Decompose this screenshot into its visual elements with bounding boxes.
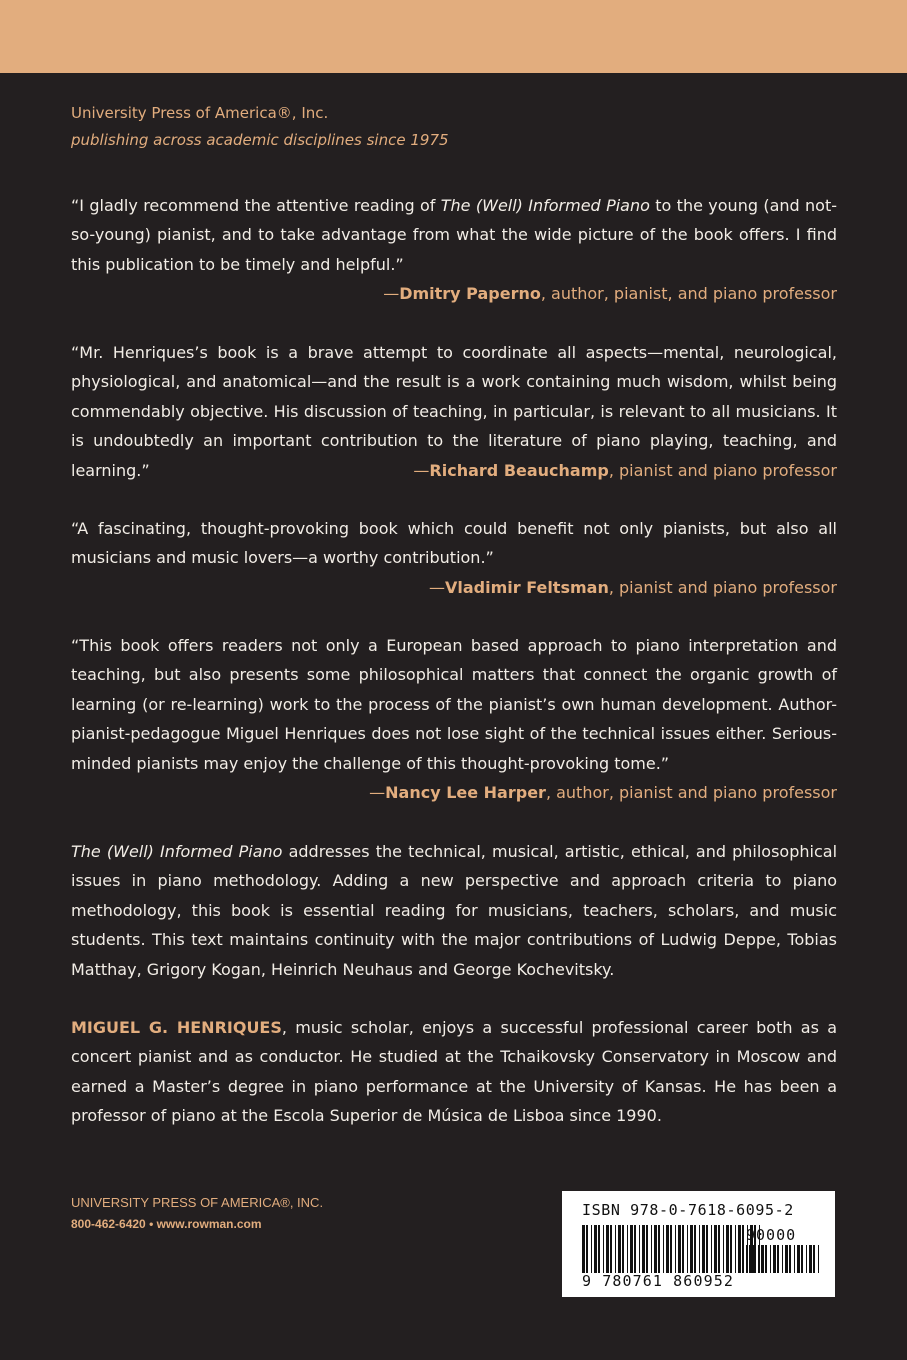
barcode-bar — [794, 1245, 795, 1273]
barcode-bar — [694, 1225, 696, 1273]
barcode-bar — [809, 1245, 812, 1273]
author-name: MIGUEL G. HENRIQUES — [71, 1018, 282, 1037]
top-color-band — [0, 0, 907, 73]
barcode-bar — [818, 1245, 819, 1273]
publisher-name: University Press of America®, Inc. — [71, 104, 329, 122]
barcode-bar — [654, 1225, 657, 1273]
barcode-bars — [582, 1225, 762, 1273]
barcode-bar — [746, 1245, 747, 1273]
endorsement-attribution: —Nancy Lee Harper, author, pianist and piano professor — [369, 783, 837, 803]
barcode-bar — [726, 1225, 729, 1273]
barcode-bar — [651, 1225, 652, 1273]
barcode-bar — [706, 1225, 708, 1273]
endorsement-quote: “This book offers readers not only a European based approach to piano interpretation and teaching, but also presents some philosophical matters that connect the organic growth of learning (or re-learning) work to the process of the pianist’s own human development. Author-pianist-pedagogue Miguel Henriques does not lose sight of the technical issues either. Serious-minded pianists may enjoy the challenge of this thought-provoking tome.” — [71, 636, 837, 773]
author-bio-text: , music scholar, enjoys a successful professional career both as a concert pianist and as conductor. He studied at the Tchaikovsky Conservatory in Moscow and earned a Master’s degree in piano performance at the University of Kansas. He has been a professor of piano at the Escola Superior de Música de Lisboa since 1990. — [71, 1018, 837, 1126]
barcode-bar — [634, 1225, 636, 1273]
endorsement-feltsman — [71, 514, 837, 602]
barcode-bar — [630, 1225, 633, 1273]
barcode-bar — [806, 1245, 807, 1273]
endorsement-harper — [71, 631, 837, 807]
barcode-bar — [582, 1225, 585, 1273]
barcode-bar — [738, 1225, 741, 1273]
barcode-bar — [591, 1225, 592, 1273]
barcode-bar — [770, 1245, 771, 1273]
barcode-bar — [735, 1225, 736, 1273]
description-text: addresses the technical, musical, artistic, ethical, and philosophical issues in piano methodology. Adding a new perspective and approach criteria to piano methodology, this book is essential reading for musicians, teachers, scholars, and music students. This text maintains continuity with the major contributions of Ludwig Deppe, Tobias Matthay, Grigory Kogan, Heinrich Neuhaus and George Kochevitsky. — [71, 842, 838, 979]
barcode-bar — [761, 1245, 764, 1273]
book-title: The (Well) Informed Piano — [440, 196, 650, 215]
barcode-bar — [723, 1225, 724, 1273]
endorsement-attribution: —Richard Beauchamp, pianist and piano professor — [413, 460, 837, 480]
barcode-bar — [690, 1225, 693, 1273]
barcode-bar — [789, 1245, 791, 1273]
endorser-role: , author, pianist, and piano professor — [540, 284, 837, 304]
footer-contact: 800-462-6420 • www.rowman.com — [71, 1217, 262, 1231]
barcode-bar — [658, 1225, 660, 1273]
barcode-bar — [702, 1225, 705, 1273]
endorsement-quote: “I gladly recommend the attentive reading of The (Well) Informed Piano to the young (and not-so-young) pianist, and to take advantage from what the wide picture of the book offers. I find this publication to be timely and helpful.” — [71, 196, 838, 274]
barcode-bar — [586, 1225, 588, 1273]
endorsement-beauchamp-attribution-row — [71, 456, 837, 485]
barcode-bar — [785, 1245, 788, 1273]
endorser-name: Nancy Lee Harper — [385, 783, 546, 803]
endorser-name: Richard Beauchamp — [429, 460, 609, 480]
barcode-bar — [753, 1245, 755, 1273]
barcode-bar — [663, 1225, 664, 1273]
barcode-bar — [782, 1245, 783, 1273]
endorsement-quote: “Mr. Henriques’s book is a brave attempt to coordinate all aspects—mental, neurological, physiological, and anatomical—and the result is a work containing much wisdom, whilst being commendably objective. His discussion of teaching, in particular, is relevant to all musicians. It is undoubtedly an important contribution to the literature of piano playing, teaching, and learning.” — [71, 343, 837, 480]
barcode-bar — [801, 1245, 803, 1273]
barcode-bar — [749, 1245, 752, 1273]
barcode-bar — [773, 1245, 776, 1273]
barcode-bar — [606, 1225, 609, 1273]
barcode-bar — [622, 1225, 624, 1273]
endorsement-attribution: —Dmitry Paperno, author, pianist, and piano professor — [383, 284, 837, 304]
isbn-barcode — [562, 1191, 835, 1297]
barcode-bar — [682, 1225, 684, 1273]
isbn-label: ISBN 978-0-7618-6095-2 — [582, 1201, 794, 1219]
barcode-bar — [777, 1245, 779, 1273]
barcode-bar — [758, 1245, 759, 1273]
footer-publisher-name: UNIVERSITY PRESS OF AMERICA®, INC. — [71, 1195, 324, 1210]
endorsement-quote: “A fascinating, thought-provoking book which could benefit not only pianists, but also all musicians and music lovers—a worthy contribution.” — [71, 519, 837, 568]
price-code: 90000 — [746, 1226, 797, 1244]
barcode-bar — [594, 1225, 597, 1273]
barcode-bar — [666, 1225, 669, 1273]
endorser-name: Vladimir Feltsman — [444, 577, 609, 597]
price-barcode-bars — [746, 1245, 820, 1273]
author-bio — [71, 1013, 837, 1131]
barcode-bar — [718, 1225, 720, 1273]
barcode-digits: 9 780761 860952 — [582, 1272, 734, 1290]
barcode-bar — [765, 1245, 767, 1273]
barcode-bar — [699, 1225, 700, 1273]
barcode-bar — [797, 1245, 800, 1273]
barcode-bar — [742, 1225, 744, 1273]
barcode-bar — [714, 1225, 717, 1273]
endorsement-paperno — [71, 191, 837, 309]
barcode-bar — [730, 1225, 732, 1273]
endorsement-attribution: —Vladimir Feltsman, pianist and piano professor — [428, 577, 837, 597]
barcode-bar — [610, 1225, 612, 1273]
barcode-bar — [813, 1245, 815, 1273]
endorser-name: Dmitry Paperno — [399, 284, 541, 304]
book-title: The (Well) Informed Piano — [71, 842, 283, 861]
barcode-bar — [603, 1225, 604, 1273]
barcode-bar — [646, 1225, 648, 1273]
barcode-bar — [678, 1225, 681, 1273]
barcode-bar — [687, 1225, 688, 1273]
barcode-bar — [618, 1225, 621, 1273]
barcode-bar — [642, 1225, 645, 1273]
barcode-bar — [639, 1225, 640, 1273]
endorser-role: , pianist and piano professor — [608, 460, 837, 480]
barcode-bar — [615, 1225, 616, 1273]
barcode-bar — [675, 1225, 676, 1273]
endorser-role: , author, pianist and piano professor — [545, 783, 837, 803]
book-description — [71, 837, 837, 984]
barcode-bar — [598, 1225, 600, 1273]
barcode-bar — [627, 1225, 628, 1273]
endorser-role: , pianist and piano professor — [608, 577, 837, 597]
publisher-tagline: publishing across academic disciplines since 1975 — [71, 131, 449, 149]
barcode-bar — [670, 1225, 672, 1273]
barcode-bar — [711, 1225, 712, 1273]
